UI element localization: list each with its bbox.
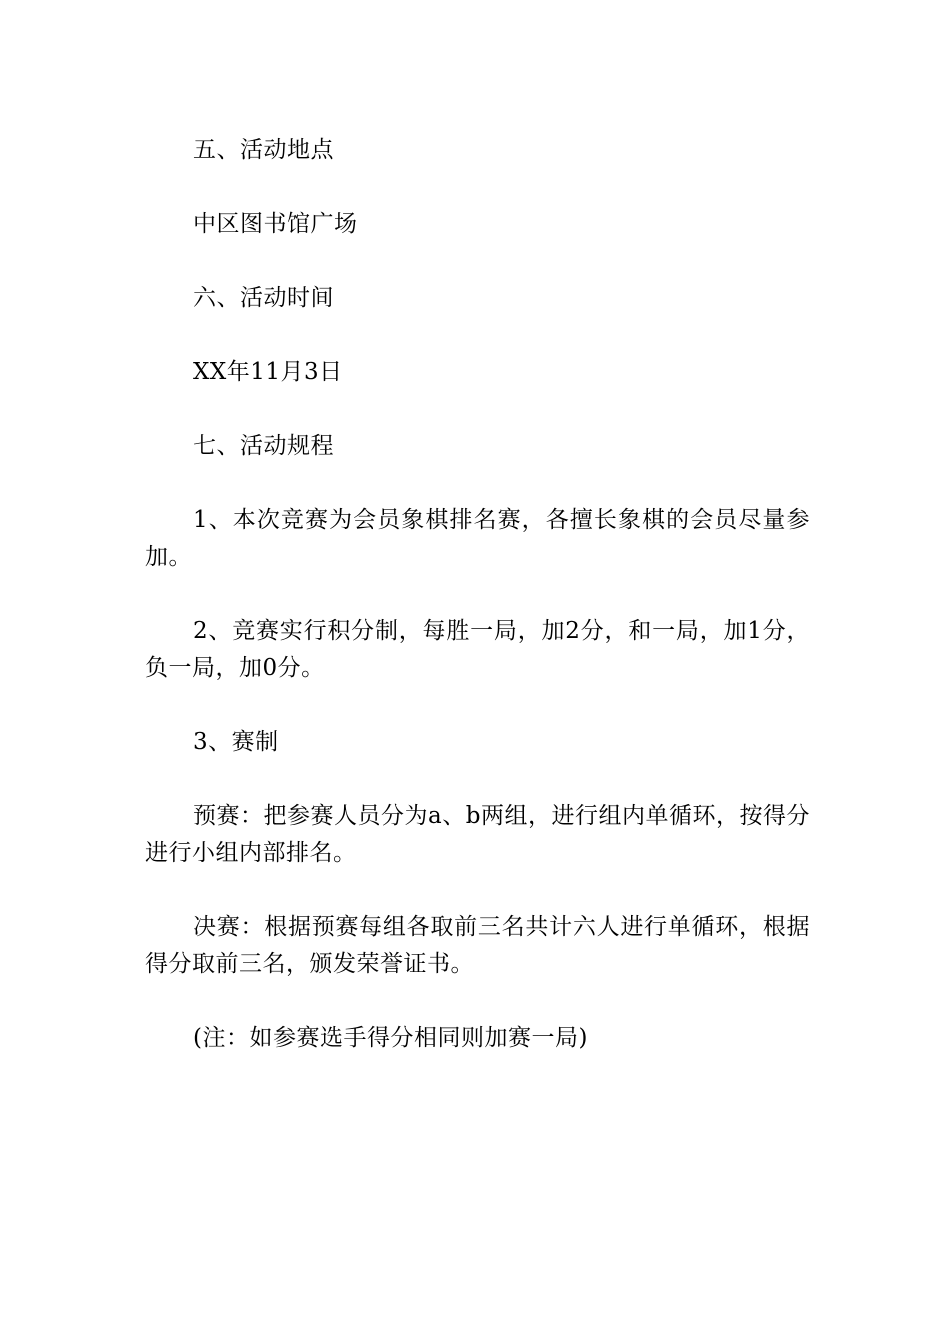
section-heading-location: 五、活动地点 bbox=[193, 137, 334, 163]
location-text: 中区图书馆广场 bbox=[193, 211, 358, 237]
rule-item-1: 1、本次竞赛为会员象棋排名赛，各擅长象棋的会员尽量参加。 bbox=[145, 507, 810, 570]
rule-item-2: 2、竞赛实行积分制，每胜一局，加2分，和一局，加1分，负一局，加0分。 bbox=[145, 618, 810, 681]
section-heading-rules: 七、活动规程 bbox=[193, 433, 334, 459]
rule-item-3-title: 3、赛制 bbox=[193, 729, 279, 755]
document-body bbox=[145, 132, 810, 1094]
time-text: XX年11月3日 bbox=[193, 359, 343, 385]
final-round-text: 决赛：根据预赛每组各取前三名共计六人进行单循环，根据得分取前三名，颁发荣誉证书。 bbox=[145, 914, 810, 977]
note-text: (注：如参赛选手得分相同则加赛一局) bbox=[193, 1025, 588, 1051]
preliminary-round-text: 预赛：把参赛人员分为a、b两组，进行组内单循环，按得分进行小组内部排名。 bbox=[145, 803, 810, 866]
section-heading-time: 六、活动时间 bbox=[193, 285, 334, 311]
